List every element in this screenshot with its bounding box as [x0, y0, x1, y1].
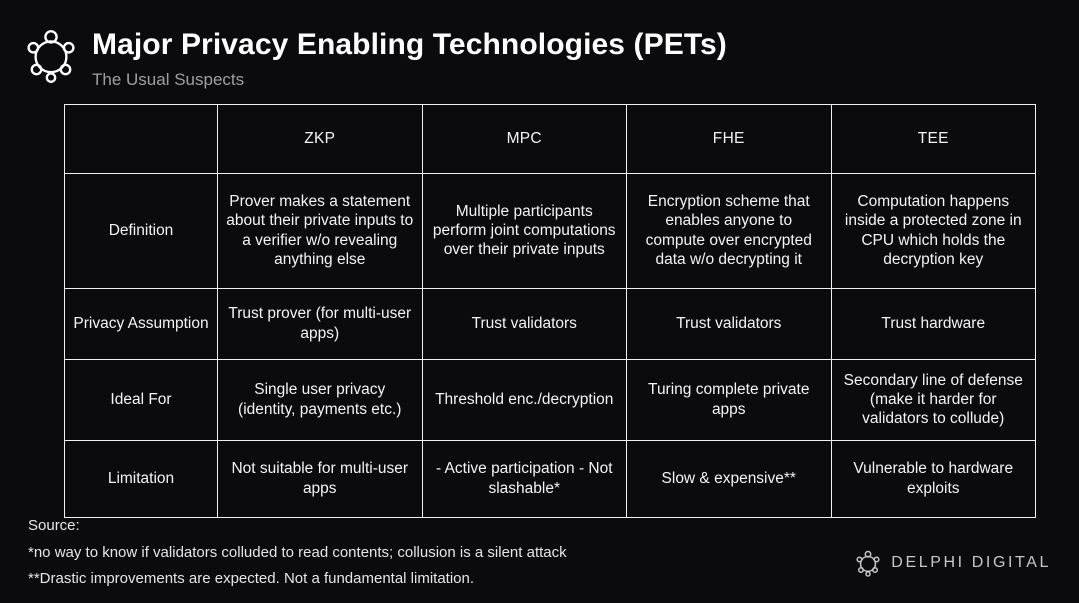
pets-comparison-table	[64, 104, 1036, 518]
delphi-nodes-icon	[854, 549, 882, 577]
footnote-double-asterisk: **Drastic improvements are expected. Not a fundamental limitation.	[28, 570, 475, 588]
table-row	[65, 359, 1036, 440]
cell-limitation-fhe: Slow & expensive**	[627, 440, 832, 517]
page-subtitle: The Usual Suspects	[92, 69, 245, 89]
cell-privacy-tee: Trust hardware	[831, 288, 1036, 359]
row-header-definition: Definition	[65, 173, 218, 288]
cell-limitation-tee: Vulnerable to hardware exploits	[831, 440, 1036, 517]
column-header-zkp: ZKP	[218, 104, 423, 173]
slide-header	[0, 0, 1079, 90]
table-corner-cell	[65, 104, 218, 173]
source-notes	[28, 513, 567, 593]
slide-footer	[28, 513, 1051, 593]
cell-definition-fhe: Encryption scheme that enables anyone to compute over encrypted data w/o decrypting it	[627, 173, 832, 288]
delphi-nodes-icon	[22, 26, 80, 84]
cell-definition-zkp: Prover makes a statement about their private inputs to a verifier w/o revealing anything else	[218, 173, 423, 288]
cell-privacy-mpc: Trust validators	[422, 288, 627, 359]
comparison-table-wrap	[0, 90, 1079, 518]
cell-limitation-zkp: Not suitable for multi-user apps	[218, 440, 423, 517]
table-header-row	[65, 104, 1036, 173]
cell-definition-tee: Computation happens inside a protected zone in CPU which holds the decryption key	[831, 173, 1036, 288]
title-block	[92, 22, 727, 90]
cell-ideal-zkp: Single user privacy (identity, payments etc.)	[218, 359, 423, 440]
source-label: Source:	[28, 516, 80, 534]
row-header-limitation: Limitation	[65, 440, 218, 517]
cell-privacy-fhe: Trust validators	[627, 288, 832, 359]
brand-lockup	[854, 549, 1051, 577]
cell-ideal-mpc: Threshold enc./decryption	[422, 359, 627, 440]
cell-ideal-fhe: Turing complete private apps	[627, 359, 832, 440]
cell-privacy-zkp: Trust prover (for multi-user apps)	[218, 288, 423, 359]
row-header-privacy-assumption: Privacy Assumption	[65, 288, 218, 359]
column-header-mpc: MPC	[422, 104, 627, 173]
cell-limitation-mpc: - Active participation - Not slashable*	[422, 440, 627, 517]
cell-ideal-tee: Secondary line of defense (make it harder for validators to collude)	[831, 359, 1036, 440]
brand-name: DELPHI DIGITAL	[891, 554, 1051, 571]
footnote-single-asterisk: *no way to know if validators colluded to read contents; collusion is a silent attack	[28, 543, 567, 561]
page-title: Major Privacy Enabling Technologies (PETs)	[92, 28, 727, 61]
table-row	[65, 288, 1036, 359]
table-row	[65, 173, 1036, 288]
column-header-fhe: FHE	[627, 104, 832, 173]
cell-definition-mpc: Multiple participants perform joint computations over their private inputs	[422, 173, 627, 288]
table-row	[65, 440, 1036, 517]
column-header-tee: TEE	[831, 104, 1036, 173]
row-header-ideal-for: Ideal For	[65, 359, 218, 440]
